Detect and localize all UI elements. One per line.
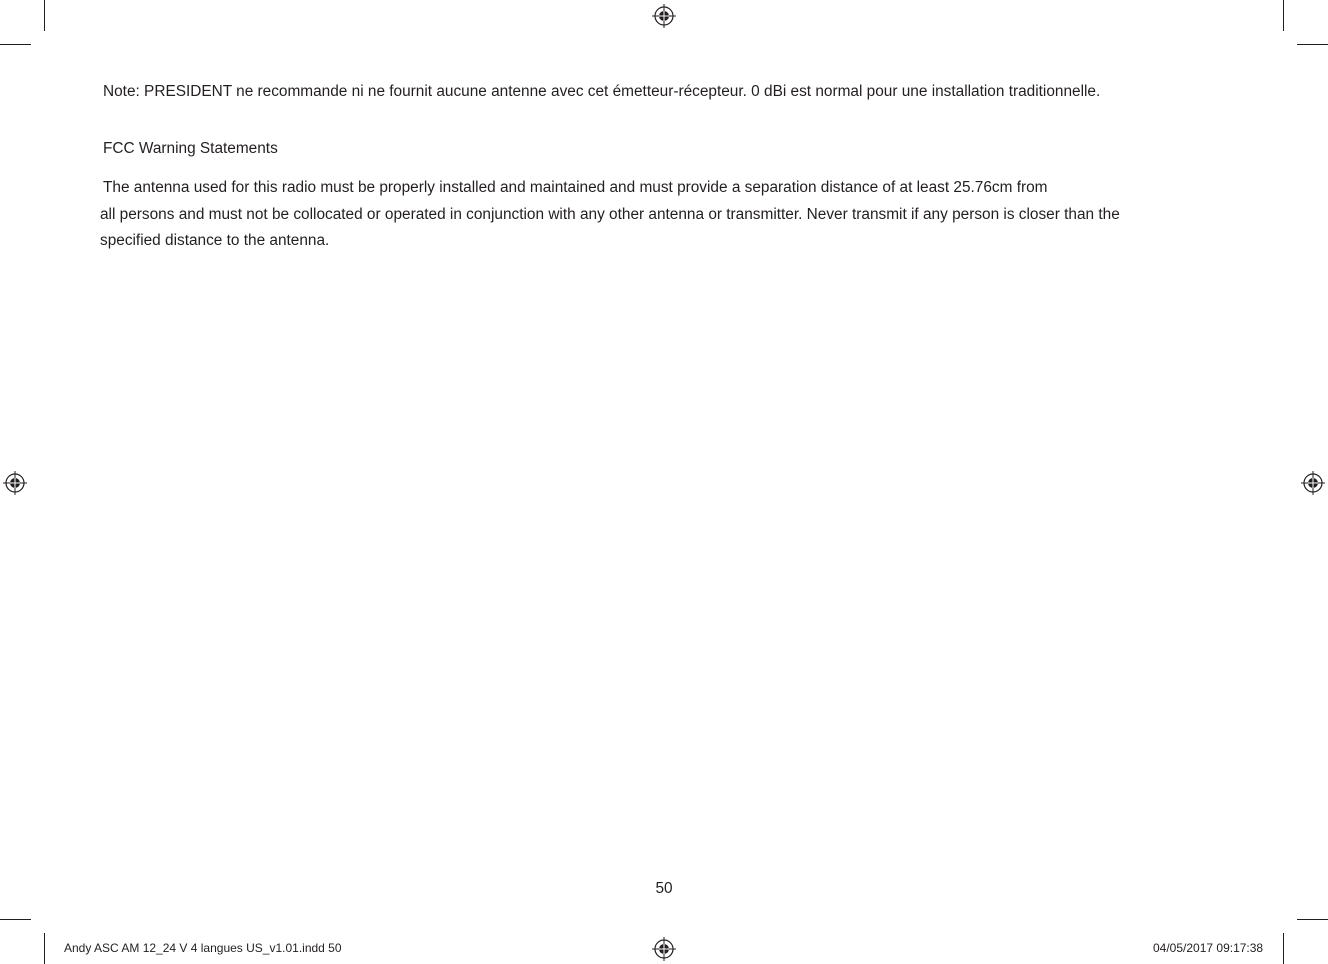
crop-mark-icon (0, 919, 31, 920)
fcc-body-line: specified distance to the antenna. (100, 232, 330, 249)
registration-mark-icon (3, 471, 27, 495)
crop-mark-icon (44, 933, 45, 964)
fcc-body-line: all persons and must not be collocated or operated in conjunction with any other antenna or transmitter. Never transmit if any person is closer than the (100, 206, 1120, 223)
registration-mark-icon (652, 937, 676, 961)
fcc-heading: FCC Warning Statements (103, 140, 278, 157)
note-paragraph: Note: PRESIDENT ne recommande ni ne fournit aucune antenne avec cet émetteur-récepteur. 0 dBi est normal pour une installation traditionnelle. (103, 83, 1101, 100)
crop-mark-icon (44, 0, 45, 31)
slug-filename: Andy ASC AM 12_24 V 4 langues US_v1.01.indd 50 (64, 941, 342, 955)
crop-mark-icon (1297, 919, 1328, 920)
crop-mark-icon (0, 44, 31, 45)
crop-mark-icon (1283, 933, 1284, 964)
page-number: 50 (655, 880, 673, 897)
slug-datetime: 04/05/2017 09:17:38 (1153, 941, 1264, 955)
fcc-body-line: The antenna used for this radio must be properly installed and maintained and must provide a separation distance of at least 25.76cm from (103, 179, 1048, 196)
crop-mark-icon (1297, 44, 1328, 45)
crop-mark-icon (1283, 0, 1284, 31)
registration-mark-icon (1301, 471, 1325, 495)
registration-mark-icon (652, 4, 676, 28)
